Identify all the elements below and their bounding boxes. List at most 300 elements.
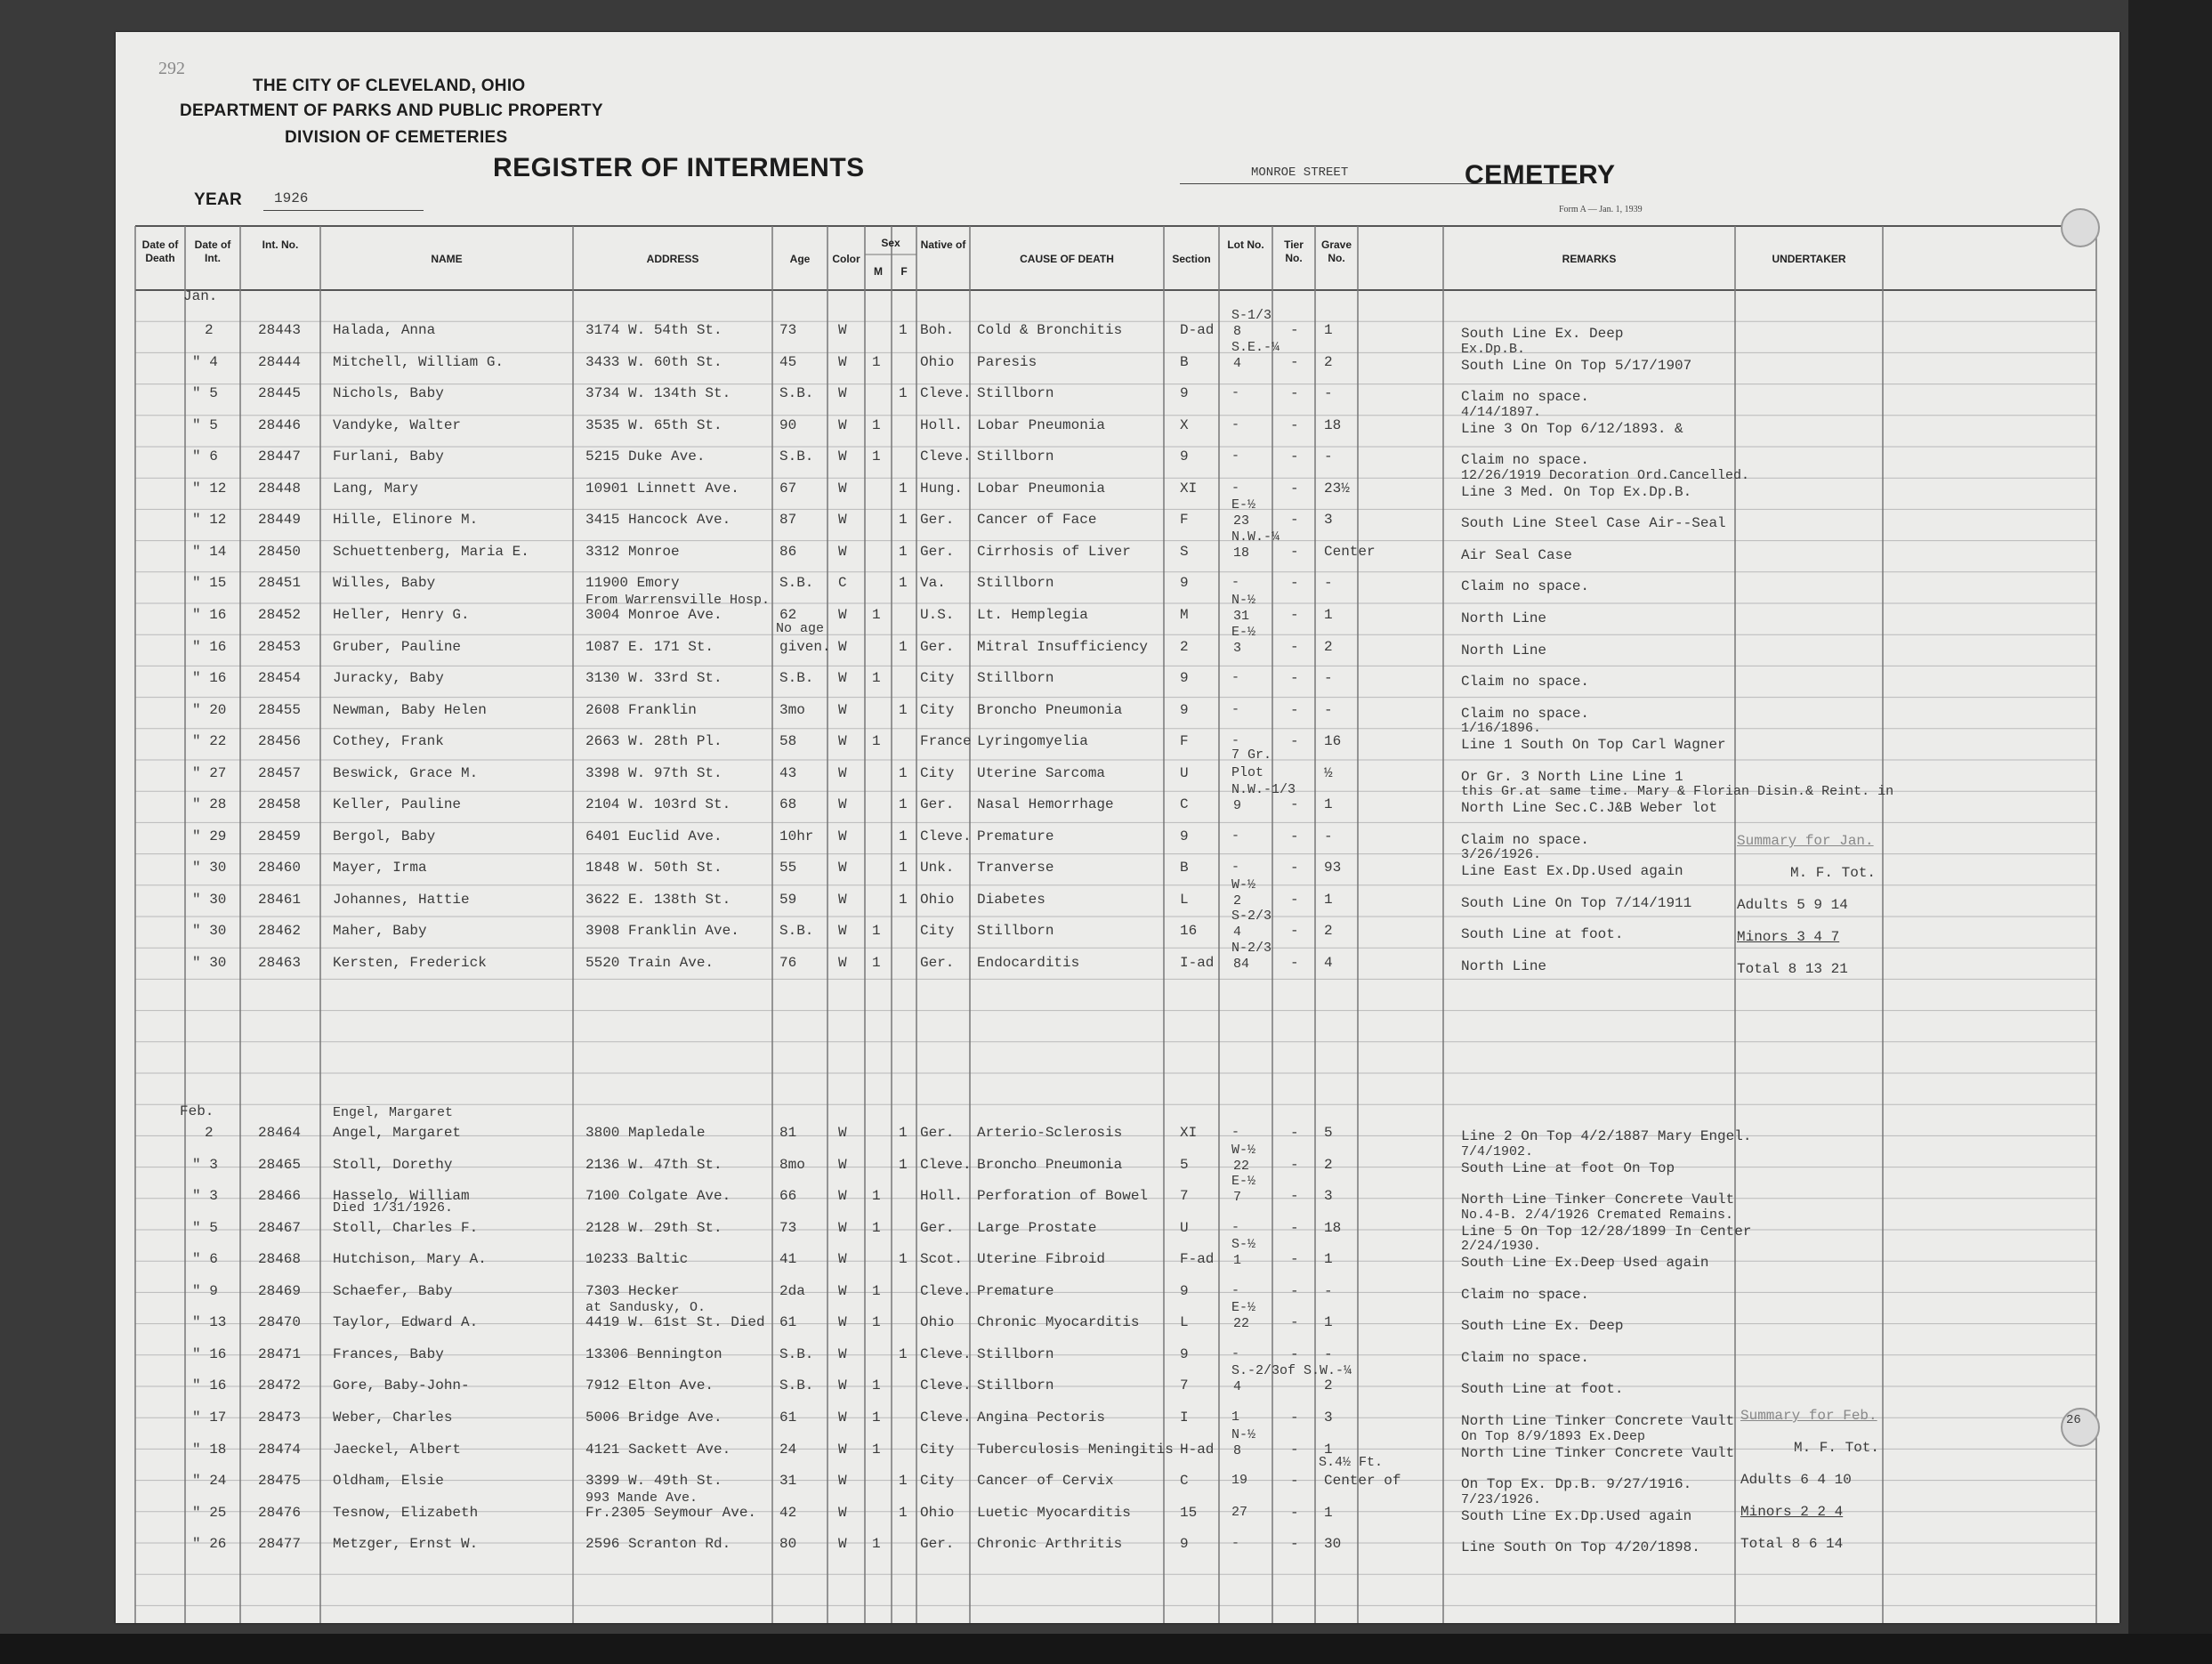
jan-row-native: France [920,733,972,750]
jan-row-address: 3398 W. 97th St. [585,764,723,781]
jan-row-name: Mayer, Irma [333,860,427,876]
feb-row-grave: 1 [1324,1504,1333,1521]
jan-row-cause: Stillborn [977,385,1054,402]
jan-row-color: W [838,923,847,940]
feb-row-date: " 25 [192,1504,227,1521]
jan-row-address: 11900 Emory [585,575,680,592]
jan-row-cause: Tranverse [977,860,1054,876]
jan-row-lot: S-2/3 [1231,909,1272,925]
jan-row-grave: - [1324,701,1333,718]
feb-row-lot-2: 22 [1233,1158,1250,1174]
jan-row-section: 9 [1180,701,1189,718]
jan-row-sex-m: 1 [872,416,881,433]
jan-row-lot-2: 18 [1233,545,1250,561]
jan-row-native: Va. [920,575,946,592]
feb-row-cause: Chronic Arthritis [977,1536,1123,1553]
jan-row-color: W [838,860,847,876]
feb-row-int-no: 28473 [258,1409,302,1426]
jan-row-name: Nichols, Baby [333,385,444,402]
jan-row-int-no: 28463 [258,955,302,971]
jan-row-tier: - [1290,923,1299,940]
feb-row-sex-f: 1 [899,1473,908,1490]
jan-row-color: W [838,385,847,402]
feb-row-section: 5 [1180,1156,1189,1173]
feb-row-color: W [838,1125,847,1141]
jan-row-tier: - [1290,860,1299,876]
jan-row-lot: E-½ [1231,497,1256,513]
feb-row-grave: 30 [1324,1536,1342,1553]
jan-row-name: Newman, Baby Helen [333,701,487,718]
feb-row-remarks: Claim no space. [1461,1349,1590,1366]
jan-row-color: W [838,543,847,560]
feb-row-section: 9 [1180,1536,1189,1553]
jan-row-name: Cothey, Frank [333,733,444,750]
feb-row-remarks: South Line Ex.Dp.Used again [1461,1507,1692,1524]
feb-row-int-no: 28466 [258,1188,302,1205]
jan-row-age: S.B. [779,448,814,465]
jan-row-lot-2: 31 [1233,608,1250,624]
feb-row-color: W [838,1314,847,1331]
feb-row-color: W [838,1282,847,1299]
feb-row-lot: - [1231,1125,1240,1140]
jan-row-section: I-ad [1180,955,1215,971]
feb-row-remarks-note: 7/4/1902. [1461,1143,1534,1159]
register-title: REGISTER OF INTERMENTS [493,153,865,182]
feb-row-date: " 16 [192,1345,227,1362]
city-title: THE CITY OF CLEVELAND, OHIO [253,77,526,95]
division-title: DIVISION OF CEMETERIES [285,128,508,147]
jan-row-sex-m: 1 [872,670,881,687]
jan-row-color: W [838,828,847,844]
jan-row-sex-m: 1 [872,733,881,750]
jan-row-int-no: 28448 [258,480,302,497]
feb-row-section: I [1180,1409,1189,1426]
feb-row-remarks: South Line at foot. [1461,1381,1624,1398]
feb-row-section: 7 [1180,1188,1189,1205]
feb-row-grave: 1 [1324,1314,1333,1331]
feb-row-sex-m: 1 [872,1536,881,1553]
jan-row-name: Johannes, Hattie [333,891,470,908]
feb-row-remarks: North Line Tinker Concrete Vault [1461,1191,1735,1208]
jan-row-grave: - [1324,670,1333,687]
jan-row-age: 43 [779,764,797,781]
jan-row-native: Hung. [920,480,964,497]
feb-row-lot-2: 22 [1233,1316,1250,1332]
jan-row-lot-2: 3 [1233,640,1242,656]
jan-row-section: U [1180,764,1189,781]
jan-row-remarks: South Line Ex. Deep [1461,326,1624,342]
department-title: DEPARTMENT OF PARKS AND PUBLIC PROPERTY [180,101,603,120]
jan-row-remarks: North Line [1461,610,1547,626]
jan-row-int-no: 28456 [258,733,302,750]
feb-row-age: S.B. [779,1345,814,1362]
feb-row-address: 2136 W. 47th St. [585,1156,723,1173]
jan-row-sex-m: 1 [872,923,881,940]
register-sheet [116,32,2119,1623]
jan-row-date: " 4 [192,353,218,370]
jan-row-int-no: 28447 [258,448,302,465]
jan-row-remarks: Line 3 On Top 6/12/1893. & [1461,420,1683,437]
feb-row-section: 7 [1180,1377,1189,1394]
jan-row-lot: - [1231,733,1240,749]
feb-row-color: W [838,1188,847,1205]
jan-row-grave: Center [1324,543,1376,560]
feb-row-cause: Tuberculosis Meningitis [977,1441,1174,1458]
jan-row-date: " 22 [192,733,227,750]
jan-row-tier: - [1290,480,1299,497]
jan-row-color: W [838,955,847,971]
jan-row-sex-f: 1 [899,828,908,844]
jan-row-date: " 12 [192,512,227,529]
jan-row-address: 3908 Franklin Ave. [585,923,739,940]
feb-row-address: 7100 Colgate Ave. [585,1188,731,1205]
feb-row-section: U [1180,1219,1189,1236]
feb-row-grave: 3 [1324,1409,1333,1426]
jan-row-remarks: North Line Sec.C.J&B Weber lot [1461,800,1718,817]
jan-row-remarks-note: Ex.Dp.B. [1461,341,1526,357]
feb-row-cause: Premature [977,1282,1054,1299]
jan-row-native: Unk. [920,860,955,876]
jan-row-grave: - [1324,448,1333,465]
jan-row-color: W [838,480,847,497]
jan-row-lot: - [1231,575,1240,591]
feb-row-remarks: Line South On Top 4/20/1898. [1461,1539,1700,1556]
feb-row-int-no: 28470 [258,1314,302,1331]
jan-row-address-note: From Warrensville Hosp. [585,592,771,608]
feb-row-cause: Cancer of Cervix [977,1473,1114,1490]
feb-row-tier: - [1290,1125,1299,1141]
jan-row-color: W [838,416,847,433]
feb-row-date: " 17 [192,1409,227,1426]
jan-row-address: 1848 W. 50th St. [585,860,723,876]
jan-row-name: Vandyke, Walter [333,416,462,433]
jan-row-section: 16 [1180,923,1198,940]
jan-row-sex-f: 1 [899,322,908,338]
col-undertaker: UNDERTAKER [1772,253,1846,265]
page-number: 292 [158,59,185,78]
jan-row-sex-f: 1 [899,480,908,497]
jan-row-cause: Stillborn [977,448,1054,465]
jan-row-age: 59 [779,891,797,908]
feb-row-cause: Stillborn [977,1345,1054,1362]
feb-row-tier: - [1290,1473,1299,1490]
jan-row-age: 90 [779,416,797,433]
jan-row-address: 3433 W. 60th St. [585,353,723,370]
jan-row-native: U.S. [920,606,955,623]
feb-row-age: 2da [779,1282,805,1299]
jan-row-date: " 20 [192,701,227,718]
jan-row-lot: - [1231,385,1240,401]
jan-row-lot-2: 4 [1233,355,1242,371]
feb-row-color: W [838,1251,847,1268]
jan-row-native: Cleve. [920,828,972,844]
feb-row-native: Cleve. [920,1156,972,1173]
feb-row-native: Scot. [920,1251,964,1268]
col-date-of-death: Date of Death [141,238,179,264]
jan-row-date: " 14 [192,543,227,560]
feb-row-age: S.B. [779,1377,814,1394]
jan-row-int-no: 28455 [258,701,302,718]
feb-row-int-no: 28472 [258,1377,302,1394]
feb-row-sex-m: 1 [872,1377,881,1394]
jan-row-section: 9 [1180,385,1189,402]
jan-row-tier: - [1290,353,1299,370]
jan-row-date: " 30 [192,860,227,876]
feb-row-sex-m: 1 [872,1188,881,1205]
jan-row-remarks: Claim no space. [1461,831,1590,848]
jan-row-lot: - [1231,416,1240,432]
jan-row-name: Schuettenberg, Maria E. [333,543,529,560]
jan-row-remarks: Claim no space. [1461,705,1590,722]
feb-row-name: Stoll, Charles F. [333,1219,479,1236]
jan-row-lot: N-2/3 [1231,941,1272,956]
jan-row-grave: 16 [1324,733,1342,750]
jan-row-date: 2 [205,322,214,338]
jan-row-color: W [838,322,847,338]
jan-row-color: W [838,638,847,655]
jan-row-grave: - [1324,828,1333,844]
feb-row-address: 2128 W. 29th St. [585,1219,723,1236]
feb-row-date: " 13 [192,1314,227,1331]
feb-row-native: Cleve. [920,1282,972,1299]
jan-row-tier: - [1290,701,1299,718]
jan-row-int-no: 28457 [258,764,302,781]
feb-row-date: " 3 [192,1156,218,1173]
summary-jan-title: Summary for Jan. [1737,833,1874,849]
jan-row-age: 67 [779,480,797,497]
feb-row-name: Tesnow, Elizabeth [333,1504,479,1521]
cemetery-label: CEMETERY [1465,160,1616,190]
jan-row-lot: - [1231,860,1240,876]
feb-row-lot: 19 [1231,1473,1248,1489]
feb-row-int-no: 28465 [258,1156,302,1173]
feb-row-grave: 5 [1324,1125,1333,1141]
jan-row-age: given. [779,638,831,655]
feb-row-section: XI [1180,1125,1198,1141]
feb-row-section: C [1180,1473,1189,1490]
jan-row-age: 73 [779,322,797,338]
feb-row-remarks: North Line Tinker Concrete Vault [1461,1412,1735,1429]
feb-row-address: 10233 Baltic [585,1251,689,1268]
feb-row-int-no: 28475 [258,1473,302,1490]
jan-row-lot-2: 23 [1233,513,1250,529]
jan-row-tier: - [1290,670,1299,687]
jan-row-sex-m: 1 [872,955,881,971]
jan-row-remarks-note: this Gr.at same time. Mary & Florian Disin.& Reint. in [1461,784,1894,800]
jan-row-section: S [1180,543,1189,560]
jan-row-name: Maher, Baby [333,923,427,940]
jan-row-date: " 12 [192,480,227,497]
jan-row-date: " 28 [192,796,227,813]
feb-row-tier: - [1290,1409,1299,1426]
feb-row-remarks: Line 2 On Top 4/2/1887 Mary Engel. [1461,1128,1752,1144]
col-lot-no: Lot No. [1227,238,1264,251]
jan-row-address: 2104 W. 103rd St. [585,796,731,813]
feb-row-name: Oldham, Elsie [333,1473,444,1490]
jan-row-cause: Cold & Bronchitis [977,322,1123,338]
jan-row-sex-f: 1 [899,543,908,560]
feb-row-sex-m: 1 [872,1314,881,1331]
feb-row-remarks: Claim no space. [1461,1286,1590,1303]
feb-row-int-no: 28464 [258,1125,302,1141]
jan-row-section: L [1180,891,1189,908]
feb-row-address: Fr.2305 Seymour Ave. [585,1504,757,1521]
jan-row-cause: Nasal Hemorrhage [977,796,1114,813]
feb-row-tier: - [1290,1441,1299,1458]
feb-row-tier: - [1290,1504,1299,1521]
jan-row-name: Mitchell, William G. [333,353,505,370]
side-number: 26 [2066,1413,2081,1427]
jan-row-native: Ger. [920,796,955,813]
jan-row-lot: - [1231,448,1240,464]
feb-row-name: Schaefer, Baby [333,1282,453,1299]
col-color: Color [832,253,860,265]
feb-row-name: Gore, Baby-John- [333,1377,470,1394]
feb-row-int-no: 28468 [258,1251,302,1268]
feb-row-cause: Angina Pectoris [977,1409,1106,1426]
jan-row-cause: Paresis [977,353,1037,370]
jan-row-native: Ohio [920,891,955,908]
feb-row-color: W [838,1441,847,1458]
feb-row-remarks: Line 5 On Top 12/28/1899 In Center [1461,1223,1752,1240]
jan-row-age: 86 [779,543,797,560]
feb-row-address: 2596 Scranton Rd. [585,1536,731,1553]
feb-row-remarks: South Line Ex. Deep [1461,1318,1624,1335]
jan-row-grave: 2 [1324,353,1333,370]
jan-row-cause: Uterine Sarcoma [977,764,1106,781]
col-date-of-int: Date of Int. [194,238,231,264]
jan-row-date: " 29 [192,828,227,844]
jan-row-tier: - [1290,575,1299,592]
jan-row-address: 3622 E. 138th St. [585,891,731,908]
jan-row-section: X [1180,416,1189,433]
feb-row-address: 4121 Sackett Ave. [585,1441,731,1458]
jan-row-age: 87 [779,512,797,529]
feb-row-name: Frances, Baby [333,1345,444,1362]
feb-row-color: W [838,1536,847,1553]
jan-row-cause: Cancer of Face [977,512,1097,529]
feb-row-lot-2: 1 [1233,1253,1242,1269]
feb-row-name: Weber, Charles [333,1409,453,1426]
feb-row-lot: N-½ [1231,1426,1256,1442]
jan-row-name: Bergol, Baby [333,828,436,844]
feb-row-lot: E-½ [1231,1174,1256,1190]
feb-row-grave-note: S.4½ Ft. [1319,1455,1384,1471]
feb-row-name-note: Died 1/31/1926. [333,1200,454,1216]
jan-row-sex-f: 1 [899,701,908,718]
jan-row-tier: - [1290,891,1299,908]
feb-row-native: City [920,1441,955,1458]
jan-row-cause: Stillborn [977,670,1054,687]
jan-row-remarks: Claim no space. [1461,452,1590,469]
jan-row-lot: S-1/3 [1231,308,1272,323]
feb-row-sex-f: 1 [899,1345,908,1362]
jan-row-lot: Plot [1231,764,1264,780]
jan-row-color: W [838,733,847,750]
feb-row-address: 7912 Elton Ave. [585,1377,714,1394]
summary-feb-title: Summary for Feb. [1740,1408,1877,1424]
jan-row-lot-2: 2 [1233,893,1242,909]
feb-row-lot: S.-2/3of S.W.-¼ [1231,1363,1352,1379]
jan-row-tier: - [1290,322,1299,338]
feb-row-section: H-ad [1180,1441,1215,1458]
jan-row-lot-2: 84 [1233,957,1250,972]
feb-row-native: Ohio [920,1504,955,1521]
jan-row-native: City [920,764,955,781]
feb-row-sex-f: 1 [899,1156,908,1173]
summary-feb-total: Total 8 6 14 [1740,1536,1844,1552]
jan-row-int-no: 28450 [258,543,302,560]
jan-row-name: Gruber, Pauline [333,638,462,655]
feb-row-remarks-note: On Top 8/9/1893 Ex.Deep [1461,1428,1646,1444]
cemetery-name: MONROE STREET [1251,166,1349,180]
jan-row-remarks: Line East Ex.Dp.Used again [1461,863,1683,880]
jan-row-date: " 6 [192,448,218,465]
feb-row-lot: - [1231,1345,1240,1361]
summary-jan-minors: Minors 3 4 7 [1737,929,1840,945]
jan-row-age: S.B. [779,385,814,402]
feb-row-cause: Uterine Fibroid [977,1251,1106,1268]
jan-row-name: Kersten, Frederick [333,955,487,971]
jan-row-age: S.B. [779,670,814,687]
jan-row-grave: 18 [1324,416,1342,433]
jan-row-address: 2608 Franklin [585,701,697,718]
jan-row-date: " 5 [192,416,218,433]
jan-row-sex-f: 1 [899,385,908,402]
jan-row-native: City [920,923,955,940]
feb-row-age: 66 [779,1188,797,1205]
jan-row-int-no: 28460 [258,860,302,876]
jan-row-grave: 23½ [1324,480,1350,497]
jan-row-lot: N.W.-¼ [1231,529,1280,545]
feb-row-sex-f: 1 [899,1125,908,1141]
jan-row-int-no: 28459 [258,828,302,844]
jan-row-lot: N-½ [1231,592,1256,608]
feb-row-remarks-note: No.4-B. 2/4/1926 Cremated Remains. [1461,1207,1734,1223]
feb-row-native: Cleve. [920,1345,972,1362]
jan-row-tier: - [1290,448,1299,465]
feb-row-name: Hutchison, Mary A. [333,1251,487,1268]
jan-row-remarks-note: 3/26/1926. [1461,847,1542,863]
jan-row-sex-m: 1 [872,606,881,623]
jan-row-native: Ger. [920,638,955,655]
feb-row-address: 3800 Mapledale [585,1125,706,1141]
jan-row-remarks-note: 12/26/1919 Decoration Ord.Cancelled. [1461,467,1750,483]
feb-row-name: Jaeckel, Albert [333,1441,462,1458]
jan-row-native: Cleve. [920,448,972,465]
feb-row-grave: 18 [1324,1219,1342,1236]
jan-row-color: W [838,701,847,718]
jan-row-age: 55 [779,860,797,876]
jan-row-address: 3415 Hancock Ave. [585,512,731,529]
month-feb: Feb. [180,1103,214,1119]
jan-row-lot: - [1231,670,1240,686]
jan-row-name: Juracky, Baby [333,670,444,687]
feb-row-date: " 18 [192,1441,227,1458]
jan-row-tier: - [1290,638,1299,655]
feb-row-grave: 2 [1324,1377,1333,1394]
jan-row-address: 10901 Linnett Ave. [585,480,739,497]
jan-row-sex-f: 1 [899,638,908,655]
jan-row-tier: - [1290,955,1299,971]
jan-row-date: " 5 [192,385,218,402]
jan-row-native: Ohio [920,353,955,370]
feb-row-name: Taylor, Edward A. [333,1314,479,1331]
feb-row-age: 61 [779,1314,797,1331]
jan-row-cause: Stillborn [977,575,1054,592]
jan-row-native: Cleve. [920,385,972,402]
feb-row-color: W [838,1473,847,1490]
